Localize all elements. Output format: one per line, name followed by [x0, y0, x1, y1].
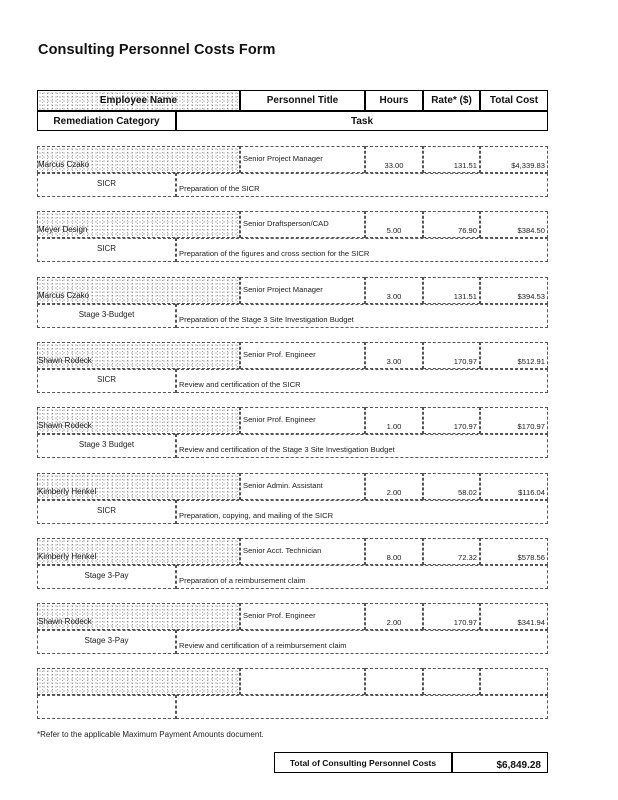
total-cost-value: $170.97 [517, 422, 545, 431]
employee-name: Marcus Czako [38, 160, 90, 169]
rate-value: 58.02 [457, 488, 477, 497]
header-personnel-title: Personnel Title [240, 90, 365, 111]
hours-value: 33.00 [384, 161, 404, 170]
rate-value: 72.32 [457, 553, 477, 562]
personnel-title: Senior Project Manager [243, 154, 323, 163]
remediation-category: SICR [96, 179, 117, 188]
total-cost-cell [480, 668, 548, 695]
remediation-category: SICR [96, 375, 117, 384]
employee-name: Kimberly Henkel [38, 487, 97, 496]
header-hours: Hours [365, 90, 423, 111]
total-cost-value: $341.94 [517, 618, 545, 627]
remediation-category: Stage 3-Pay [84, 571, 129, 580]
rate-value: 170.97 [453, 357, 477, 366]
task-description: Review and certification of the SICR [179, 380, 301, 389]
employee-name: Marcus Czako [38, 291, 90, 300]
task-description: Preparation of the figures and cross section for the SICR [179, 249, 370, 258]
footnote: *Refer to the applicable Maximum Payment Amounts document. [37, 730, 264, 739]
total-cost-value: $116.04 [518, 488, 545, 497]
employee-name: Meyer Design [38, 225, 88, 234]
header-rate: Rate* ($) [423, 90, 480, 111]
remediation-category: Stage 3-Pay [84, 636, 129, 645]
employee-name: Shawn Rodeck [38, 356, 92, 365]
personnel-title: Senior Prof. Engineer [243, 350, 316, 359]
personnel-title-cell [240, 668, 365, 695]
hours-value: 5.00 [386, 226, 402, 235]
remediation-category: SICR [96, 244, 117, 253]
rate-value: 170.97 [453, 618, 477, 627]
hours-value: 3.00 [386, 292, 402, 301]
personnel-title: Senior Admin. Assistant [243, 481, 323, 490]
hours-value: 1.00 [386, 422, 402, 431]
remediation-category: Stage 3-Budget [78, 310, 135, 319]
personnel-title: Senior Prof. Engineer [243, 415, 316, 424]
hours-value: 8.00 [386, 553, 402, 562]
rate-value: 131.51 [453, 161, 477, 170]
total-cost-value: $384.50 [517, 226, 545, 235]
hours-value: 2.00 [386, 618, 402, 627]
total-cost-value: $512.91 [517, 357, 545, 366]
task-description: Preparation of a reimbursement claim [179, 576, 306, 585]
employee-name-cell [37, 668, 240, 695]
task-description: Review and certification of a reimbursement claim [179, 641, 347, 650]
total-label: Total of Consulting Personnel Costs [274, 752, 452, 773]
personnel-title: Senior Acct. Technician [243, 546, 322, 555]
hours-value: 2.00 [386, 488, 402, 497]
total-cost-value: $578.56 [517, 553, 545, 562]
header-total-cost: Total Cost [480, 90, 548, 111]
personnel-title: Senior Project Manager [243, 285, 323, 294]
page-title: Consulting Personnel Costs Form [38, 42, 276, 58]
rate-cell [423, 668, 480, 695]
header-employee-name: Employee Name [99, 95, 178, 106]
header-remediation-category: Remediation Category [37, 111, 176, 131]
employee-name: Kimberly Henkel [38, 552, 97, 561]
personnel-title: Senior Prof. Engineer [243, 611, 316, 620]
rate-value: 76.90 [457, 226, 477, 235]
total-cost-value: $394.53 [517, 292, 545, 301]
hours-cell [365, 668, 423, 695]
remediation-category: Stage 3 Budget [78, 440, 135, 449]
hours-value: 3.00 [386, 357, 402, 366]
task-description: Review and certification of the Stage 3 Site Investigation Budget [179, 445, 395, 454]
task-description: Preparation of the SICR [179, 184, 260, 193]
personnel-title: Senior Draftsperson/CAD [243, 219, 329, 228]
task-cell [176, 695, 548, 719]
total-cost-value: $4,339.83 [511, 161, 545, 170]
rate-value: 170.97 [453, 422, 477, 431]
task-description: Preparation, copying, and mailing of the SICR [179, 511, 334, 520]
header-task: Task [176, 111, 548, 131]
rate-value: 131.51 [453, 292, 477, 301]
total-value: $6,849.28 [452, 752, 548, 773]
employee-name: Shawn Rodeck [38, 421, 92, 430]
employee-name: Shawn Rodeck [38, 617, 92, 626]
task-description: Preparation of the Stage 3 Site Investigation Budget [179, 315, 354, 324]
category-cell [37, 695, 176, 719]
remediation-category: SICR [96, 506, 117, 515]
